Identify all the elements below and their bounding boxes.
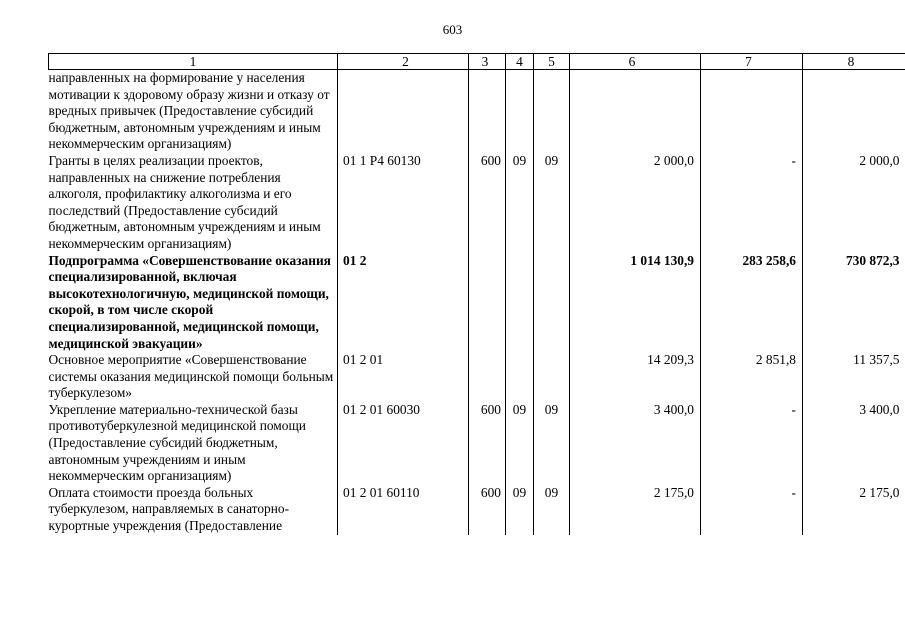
- row-col-4: [506, 352, 534, 402]
- row-col-5: [534, 253, 570, 353]
- row-col-6: 2 000,0: [570, 153, 701, 253]
- row-col-4: 09: [506, 153, 534, 253]
- row-col-8: 2 175,0: [803, 485, 905, 535]
- page-number: 603: [442, 22, 463, 37]
- table-row: [49, 485, 905, 535]
- row-code: 01 1 Р4 60130: [338, 153, 469, 253]
- row-col-3: 600: [469, 485, 506, 535]
- table-row: [49, 402, 905, 485]
- row-col-5: [534, 352, 570, 402]
- table-body: [49, 70, 905, 535]
- row-col-8: 11 357,5: [803, 352, 905, 402]
- header-col-6: 6: [570, 54, 701, 70]
- row-col-7: 283 258,6: [701, 253, 803, 353]
- row-col-3: [469, 70, 506, 153]
- row-name: Гранты в целях реализации проектов, направленных на снижение потребления алкоголя, профилактику алкоголизма и его последствий (Предоставление субсидий бюджетным, автономным учреждениям и иным некоммерческим организациям): [49, 153, 338, 253]
- row-col-7: -: [701, 402, 803, 485]
- row-col-4: 09: [506, 402, 534, 485]
- row-col-6: [570, 70, 701, 153]
- row-code: 01 2: [338, 253, 469, 353]
- header-col-7: 7: [701, 54, 803, 70]
- row-col-3: 600: [469, 402, 506, 485]
- header-row: [49, 54, 905, 70]
- row-name: Основное мероприятие «Совершенствование системы оказания медицинской помощи больным туберкулезом»: [49, 352, 338, 402]
- row-col-7: -: [701, 485, 803, 535]
- row-col-6: 3 400,0: [570, 402, 701, 485]
- row-col-7: 2 851,8: [701, 352, 803, 402]
- table-row-subprogram: [49, 253, 905, 353]
- row-col-7: [701, 70, 803, 153]
- row-col-4: 09: [506, 485, 534, 535]
- row-name: Укрепление материально-технической базы противотуберкулезной медицинской помощи (Предоставление субсидий бюджетным, автономным учреждениям и иным некоммерческим организациям): [49, 402, 338, 485]
- row-col-7: -: [701, 153, 803, 253]
- row-name: Подпрограмма «Совершенствование оказания специализированной, включая высокотехнологичную, медицинской помощи, скорой, в том числе скорой специализированной, медицинской помощи, медицинской эвакуации»: [49, 253, 338, 353]
- header-col-3: 3: [469, 54, 506, 70]
- header-col-4: 4: [506, 54, 534, 70]
- row-col-6: 14 209,3: [570, 352, 701, 402]
- row-code: 01 2 01 60110: [338, 485, 469, 535]
- row-col-3: [469, 253, 506, 353]
- row-col-5: [534, 70, 570, 153]
- row-col-5: 09: [534, 402, 570, 485]
- row-code: [338, 70, 469, 153]
- row-name: направленных на формирование у населения мотивации к здоровому образу жизни и отказу от вредных привычек (Предоставление субсидий бюджетным, автономным учреждениям и иным некоммерческим организациям): [49, 70, 338, 153]
- row-col-8: [803, 70, 905, 153]
- header-col-8: 8: [803, 54, 905, 70]
- row-col-8: 3 400,0: [803, 402, 905, 485]
- header-col-2: 2: [338, 54, 469, 70]
- row-col-6: 1 014 130,9: [570, 253, 701, 353]
- header-col-5: 5: [534, 54, 570, 70]
- row-col-4: [506, 253, 534, 353]
- row-col-4: [506, 70, 534, 153]
- row-col-8: 730 872,3: [803, 253, 905, 353]
- budget-table: [48, 53, 905, 535]
- row-col-8: 2 000,0: [803, 153, 905, 253]
- header-col-1: 1: [49, 54, 338, 70]
- table-row: [49, 352, 905, 402]
- row-code: 01 2 01 60030: [338, 402, 469, 485]
- row-col-3: 600: [469, 153, 506, 253]
- row-col-3: [469, 352, 506, 402]
- table-row: [49, 70, 905, 153]
- row-col-6: 2 175,0: [570, 485, 701, 535]
- row-code: 01 2 01: [338, 352, 469, 402]
- row-name: Оплата стоимости проезда больных туберкулезом, направляемых в санаторно-курортные учреждения (Предоставление: [49, 485, 338, 535]
- table-header: [49, 54, 905, 70]
- row-col-5: 09: [534, 485, 570, 535]
- table-row: [49, 153, 905, 253]
- row-col-5: 09: [534, 153, 570, 253]
